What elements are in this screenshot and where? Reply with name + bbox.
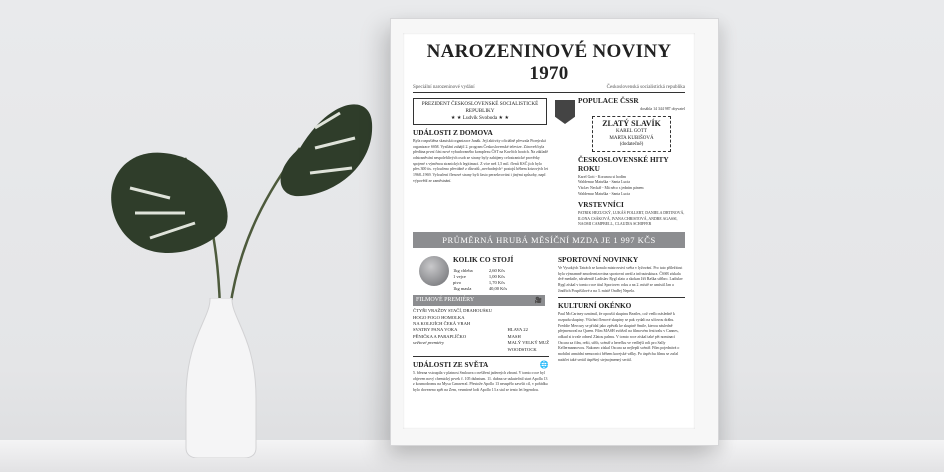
population-row: [578, 93, 685, 107]
price-value: 1,70 Kčs: [488, 280, 505, 286]
president-title: PREZIDENT ČESKOSLOVENSKÉ SOCIALISTICKÉ REPUBLIKY: [421, 101, 539, 115]
award-line3: (dodatečně): [619, 142, 644, 148]
subtitle-row: [413, 85, 685, 93]
award-box: [592, 116, 671, 152]
culture-heading: KULTURNÍ OKÉNKO: [558, 301, 632, 311]
president-box: [413, 98, 547, 125]
film-item: ČTYŘI VRAŽDY STAČÍ, DRAHOUŠKU: [413, 308, 493, 314]
births-heading: VRSTEVNÍCI: [578, 200, 624, 210]
price-item: 1kg chleba: [453, 268, 473, 274]
culture-text: Paul McCartney oznámil, že opouští skupinu Beatles, což vedlo následně k rozpadu skupiny. Všichni členové skupiny se pak vydali na sólovou dráhu. Freddie Mercury se přidal jako zpěvák ke skupině Smile, kterou následně přejmenoval na Queen. Film MASH zvítězil na filmovém festivalu v Cannes, odkud si trvale odnesl Zlatou palmu. V tomto roce získal také pět nominací Oscara za film, režii, střih, scénář a herečku ve vedlejší roli pro Sally Kellermannovou. Nakonec získal Oscara za nejlepší scénář. Film pojednává o mobilní armádní nemocnici během korejské války. Po úspěchu filmu se začal natáčet také seriál úspěšný stejnojmenný seriál.: [558, 312, 680, 362]
hit-item: Karel Gott - Korunou si hodím: [578, 174, 627, 179]
emblem-column: [552, 93, 578, 228]
divider: [558, 297, 685, 298]
price-item: 1kg masla: [453, 286, 472, 292]
events-text: Byla rozpuštěna skautská organizace Junák. Její aktivity oficiálně převzala Pionýrská organizace SSM. Vysílání zahájil 2. program Československé televize. Zároveň byla předána první část nové vybudovaného komplexu ČST na Kavčích horách. Na základě odstraněvání nespolehlivých osob ze strany byly zahájeny celostranické prověrky spojené s výměnou stranických legitimací. Z více než 1,5 mil. členů KSČ jich bylo přes 300 tis. vyloučeno převážně z důvodů „nevhodných“ postojů během krizových let 1968–1969. Vyloučení členové strany byli často perzekvováni i jinými způsoby, např. výpovědí ze zaměstnání.: [413, 139, 549, 183]
film-item: [413, 347, 507, 353]
white-vase: [184, 298, 258, 458]
cost-column: [413, 252, 552, 394]
coin-icon: [419, 256, 449, 286]
sport-text: Ve Vysokých Tatrách se konalo mistrovství světa v lyžování. Pro tuto příležitost byla významně zmodernizována sportovní areál a infrastruktura. ČSSR získala dvě medaile, sdruženář Ladislav Rygl zlato a skokan Jiří Raška stříbro. Ladislav Rygl získal v tomto roce titul Sportovec roku a na 2. místě se umístil Jan a Jindřich Pospíšilové a na 3. místě Ondřej Nepela.: [558, 266, 683, 293]
hit-item: Václav Neckář - Má něco s jedním pánem: [578, 185, 644, 190]
picture-frame: [390, 18, 719, 446]
world-text: 5. března vstoupila v platnost Smlouva o nešíření jaderných zbraní. V tomto roce byl objeven nový chemický prvek č. 105 dubnium. 11. dubna se uskutečnil start Apolla 13 z kosmodromu na Mysu Canaveral. Přestože Apollo 13 neuspělo završit cíl, v pořádku bylo dovezeno zpět na Zem, vesmírné lodi Apollo 13 a stal se tento let legendou.: [413, 371, 548, 393]
cost-heading: KOLIK CO STOJÍ: [453, 255, 514, 265]
newspaper-poster: [403, 33, 695, 429]
events-heading: UDÁLOSTI Z DOMOVA: [413, 128, 493, 138]
subtitle-left: Speciální narozeninové vydání: [413, 85, 475, 90]
globe-icon: 🌐: [539, 360, 549, 370]
right-column: [578, 93, 685, 228]
film-item: MASH: [507, 333, 521, 339]
film-item: PĚNIČKA A PARAPLÍČKO: [413, 333, 467, 339]
award-line1: KAREL GOTT: [615, 129, 648, 135]
film-item: SVATBY PANA VOKA: [413, 327, 458, 333]
price-list: [453, 268, 513, 291]
hits-heading: ČESKOSLOVENSKÉ HITY ROKU: [578, 154, 669, 173]
births-text: PATRIK HEZUCKÝ, LUKÁŠ POLLERT, DANIELA DRTINOVÁ, ILONA CSÁKOVÁ, IVANA CHRISTOVÁ, ANDRE AGASSI, NAOMI CAMPBELL, CLAUDIA SCHIFFER: [578, 211, 685, 227]
price-value: 40,00 Kčs: [488, 286, 508, 292]
price-value: 2,60 Kčs: [488, 268, 505, 274]
monstera-plant: [90, 78, 380, 318]
award-heading: ZLATÝ SLAVÍK: [602, 118, 661, 128]
left-column: [413, 93, 552, 228]
hits-list: [578, 175, 685, 198]
film-camera-icon: 🎥: [534, 298, 542, 305]
newspaper-title: NAROZENINOVÉ NOVINY 1970: [426, 41, 672, 84]
monstera-leaf-left: [111, 153, 227, 253]
film-item: NA KOLEJÍCH ČEKÁ VRAH: [413, 320, 471, 326]
top-section: [413, 93, 685, 228]
film-item: HOGO FOGO HOMOLKA: [413, 314, 465, 320]
price-item: 1 vejce: [453, 274, 466, 280]
film-item: HLAVA 22: [507, 327, 528, 333]
film-bar: [413, 295, 545, 306]
world-heading: UDÁLOSTI ZE SVĚTA: [413, 360, 489, 370]
price-value: 1,00 Kčs: [488, 274, 505, 280]
wage-bar: PRŮMĚRNÁ HRUBÁ MĚSÍČNÍ MZDA JE 1 997 KČS: [413, 232, 685, 248]
divider: [413, 356, 549, 357]
hit-item: Waldemar Matuška - Santa Lucia: [578, 180, 630, 185]
price-item: pivo: [453, 280, 462, 286]
state-emblem-icon: [555, 100, 575, 124]
middle-section: [413, 252, 685, 394]
hit-item: Waldemar Matuška - Santa Lucia: [578, 191, 630, 196]
award-line2: MARTA KUBIŠOVÁ: [609, 135, 654, 141]
film-item: MALÝ VELKÝ MUŽ: [507, 340, 549, 346]
world-heading-row: [413, 360, 549, 369]
population-heading: POPULACE ČSSR: [578, 96, 639, 105]
monstera-leaf-right: [281, 104, 373, 196]
film-item: světové premiéry: [413, 340, 445, 346]
president-name: ★ ★ Ludvík Svoboda ★ ★: [450, 115, 510, 122]
population-value: dosáhla 14 344 987 obyvatel: [640, 107, 685, 111]
film-list: [413, 308, 549, 353]
film-item: WOODSTOCK: [507, 346, 537, 352]
subtitle-right: Československá socialistická republika: [606, 85, 685, 90]
sport-heading: SPORTOVNÍ NOVINKY: [558, 255, 639, 265]
sport-culture-column: [552, 252, 685, 394]
film-heading: FILMOVÉ PREMIÉRY: [416, 297, 475, 304]
